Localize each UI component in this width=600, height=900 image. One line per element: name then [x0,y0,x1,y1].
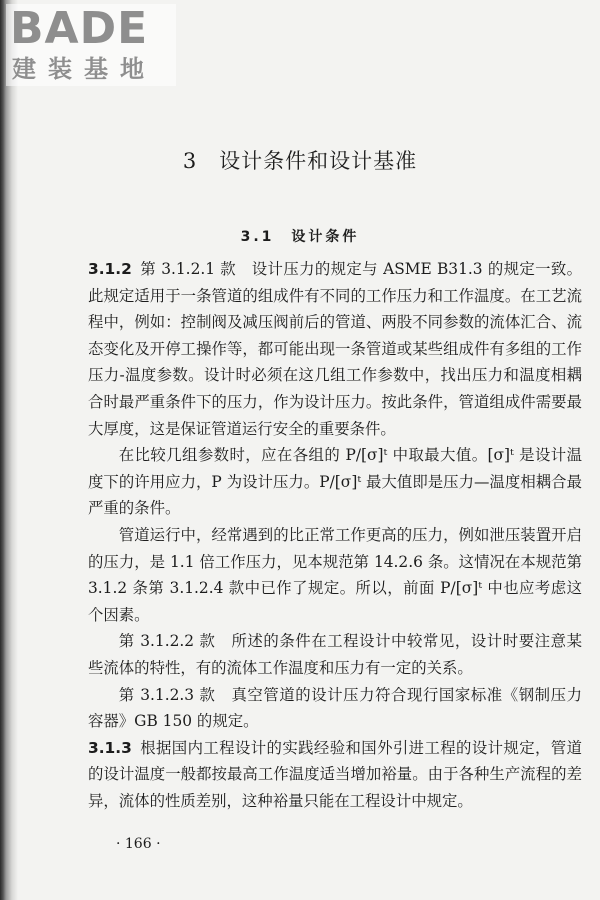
paragraph [88,682,582,735]
clause-number: 3.1.3 [88,738,132,757]
watermark-brand: BADE [10,3,149,54]
paragraph-text: 在比较几组参数时，应在各组的 P/[σ]ᵗ 中取最大值。[σ]ᵗ 是设计温度下的许用应力，P 为设计压力。P/[σ]ᵗ 最大值即是压力—温度相耦合最严重的条件。 [88,446,582,518]
paragraph [88,522,582,628]
clause-number: 3.1.2 [88,260,132,278]
body-text [88,256,582,814]
paragraph-text: 管道运行中，经常遇到的比正常工作更高的压力，例如泄压装置开启的压力，是 1.1 倍工作压力，见本规范第 14.2.6 条。这情况在本规范第 3.1.2 条第 3.1.2.4 款中已作了规定。所以，前面 P/[σ]ᵗ 中也应考虑这个因素。 [88,525,582,624]
chapter-title: 3 设计条件和设计基准 [182,149,418,173]
page-number: · 166 · [116,836,161,852]
paragraph-3-1-2 [88,256,582,442]
paragraph [88,628,582,681]
paragraph-text: 第 3.1.2.1 款 设计压力的规定与 ASME B31.3 的规定一致。此规定适用于一条管道的组成件有不同的工作压力和工作温度。在工艺流程中，例如：控制阀及减压阀前后的管道、两股不同参数的流体汇合、流态变化及开停工操作等，都可能出现一条管道或某些组成件有多组的工作压力-温度参数。设计时必须在这几组工作参数中，找出压力和温度相耦合时最严重条件下的压力，作为设计压力。按此条件，管道组成件需要最大厚度，这是保证管道运行安全的重要条件。 [88,260,582,438]
section-title: 3.1 设计条件 [240,229,360,245]
paragraph [88,442,582,522]
paragraph-3-1-3 [88,735,582,815]
scan-binding-edge [0,0,18,900]
paragraph-text: 根据国内工程设计的实践经验和国外引进工程的设计规定，管道的设计温度一般都按最高工作温度适当增加裕量。由于各种生产流程的差异，流体的性质差别，这种裕量只能在工程设计中规定。 [88,738,582,810]
paragraph-text: 第 3.1.2.3 款 真空管道的设计压力符合现行国家标准《钢制压力容器》GB 150 的规定。 [88,685,582,731]
paragraph-text: 第 3.1.2.2 款 所述的条件在工程设计中较常见，设计时要注意某些流体的特性，有的流体工作温度和压力有一定的关系。 [88,632,582,677]
watermark-logo [6,4,176,86]
watermark-subtitle: 建装基地 [12,55,156,83]
